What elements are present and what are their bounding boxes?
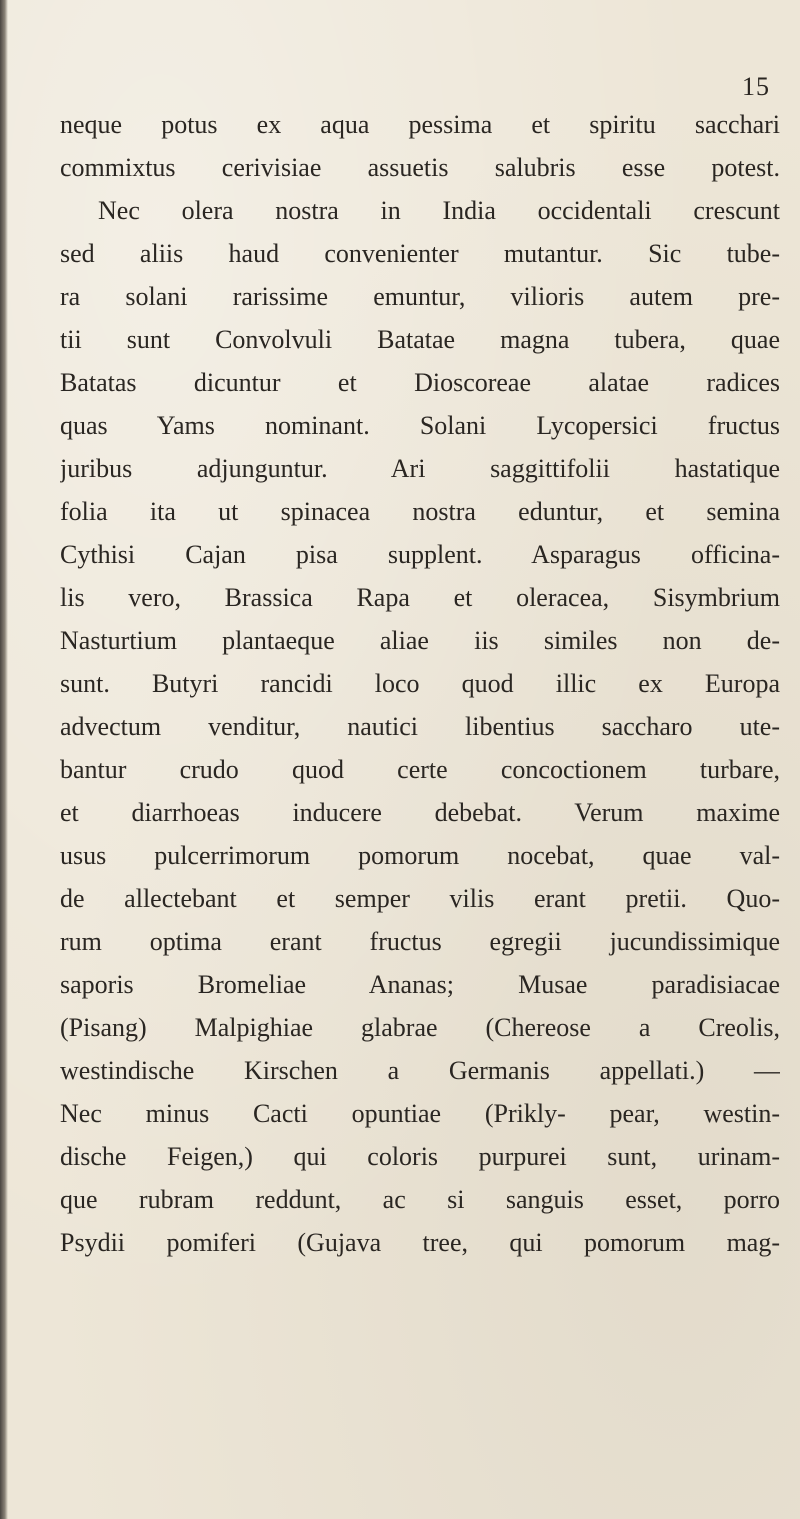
body-text	[60, 103, 780, 1264]
text-line: dische Feigen,) qui coloris purpurei sunt, urinam-	[60, 1142, 780, 1171]
text-line: Psydii pomiferi (Gujava tree, qui pomorum mag-	[60, 1228, 780, 1257]
text-line: ra solani rarissime emuntur, vilioris autem pre-	[60, 282, 780, 311]
page-number: 15	[742, 72, 770, 101]
text-line: neque potus ex aqua pessima et spiritu sacchari	[60, 110, 780, 139]
text-line: commixtus cerivisiae assuetis salubris esse potest.	[60, 153, 780, 182]
text-line: Cythisi Cajan pisa supplent. Asparagus officina-	[60, 540, 780, 569]
text-line: advectum venditur, nautici libentius saccharo ute-	[60, 712, 780, 741]
text-line: quas Yams nominant. Solani Lycopersici fructus	[60, 411, 780, 440]
text-line: folia ita ut spinacea nostra eduntur, et semina	[60, 497, 780, 526]
text-line: Batatas dicuntur et Dioscoreae alatae radices	[60, 368, 780, 397]
text-line: sed aliis haud convenienter mutantur. Sic tube-	[60, 239, 780, 268]
text-line: Nec olera nostra in India occidentali crescunt	[98, 196, 780, 225]
text-line: westindische Kirschen a Germanis appellati.) —	[60, 1056, 780, 1085]
text-line: tii sunt Convolvuli Batatae magna tubera, quae	[60, 325, 780, 354]
text-line: lis vero, Brassica Rapa et oleracea, Sisymbrium	[60, 583, 780, 612]
text-line: usus pulcerrimorum pomorum nocebat, quae val-	[60, 841, 780, 870]
text-line: Nec minus Cacti opuntiae (Prikly- pear, westin-	[60, 1099, 780, 1128]
text-line: (Pisang) Malpighiae glabrae (Chereose a Creolis,	[60, 1013, 780, 1042]
text-line: sunt. Butyri rancidi loco quod illic ex Europa	[60, 669, 780, 698]
text-line: Nasturtium plantaeque aliae iis similes non de-	[60, 626, 780, 655]
page-binding-edge	[0, 0, 8, 1519]
text-line: de allectebant et semper vilis erant pretii. Quo-	[60, 884, 780, 913]
text-line: saporis Bromeliae Ananas; Musae paradisiacae	[60, 970, 780, 999]
text-line: que rubram reddunt, ac si sanguis esset, porro	[60, 1185, 780, 1214]
text-line: juribus adjunguntur. Ari saggittifolii hastatique	[60, 454, 780, 483]
text-line: et diarrhoeas inducere debebat. Verum maxime	[60, 798, 780, 827]
text-line: rum optima erant fructus egregii jucundissimique	[60, 927, 780, 956]
text-line: bantur crudo quod certe concoctionem turbare,	[60, 755, 780, 784]
